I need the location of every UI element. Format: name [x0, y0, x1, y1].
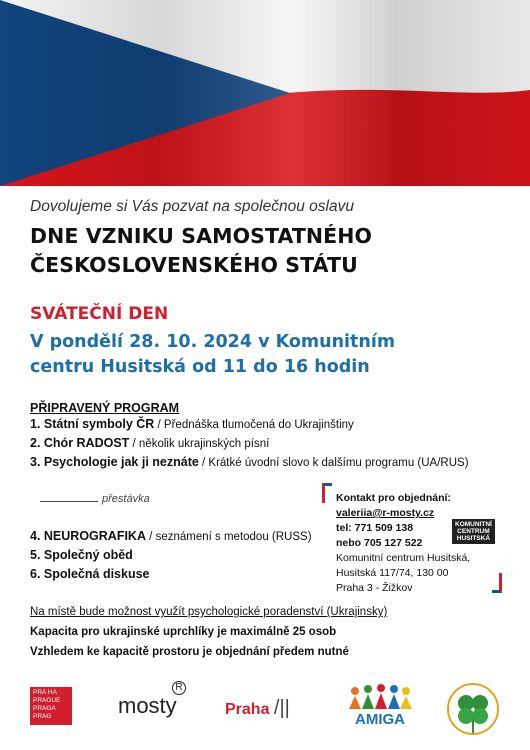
invitation-intro: Dovolujeme si Vás pozvat na společnou oslavu: [30, 198, 354, 215]
program-heading: PŘIPRAVENÝ PROGRAM: [30, 401, 180, 415]
program-item: [30, 567, 150, 581]
psych-note: Na místě bude možnost využít psychologické poradenství (Ukrajinsky): [30, 606, 388, 618]
contact-phone-2[interactable]: nebo 705 127 522: [336, 537, 423, 549]
contact-address-2: Husitská 117/74, 130 00: [336, 567, 449, 579]
program-item-desc: / Přednáška tlumočená do Ukrajinštiny: [154, 419, 354, 431]
czech-flag-banner: [0, 0, 530, 186]
program-item: [30, 417, 354, 431]
badge-line: CENTRUM: [457, 528, 490, 535]
contact-box: [322, 483, 502, 593]
event-date-place: [30, 330, 395, 380]
praha-city-logo: [225, 697, 290, 720]
pause-label: přestávka: [102, 493, 150, 505]
program-item-title: 4. NEUROGRAFIKA: [30, 529, 146, 543]
pause-row: [40, 493, 150, 505]
badge-line: HUSITSKÁ: [456, 535, 491, 542]
praha-logo-line: PRAGUE: [33, 697, 61, 704]
headline-line-2: ČESKOSLOVENSKÉHO STÁTU: [30, 253, 358, 277]
headline-line-1: DNE VZNIKU SAMOSTATNÉHO: [30, 224, 373, 248]
program-item: [30, 455, 469, 469]
contact-address-3: Praha 3 - Žižkov: [336, 582, 413, 594]
praha-logo-line: PRA HA: [33, 689, 57, 696]
praha-logo-line: PRAGA: [33, 705, 56, 712]
amiga-logo-text: AMIGA: [355, 711, 405, 728]
program-item: [30, 529, 312, 543]
praha-city-logo-text: Praha: [225, 701, 270, 718]
program-item-desc: / seznámení s metodou (RUSS): [145, 531, 312, 543]
program-item-title: 3. Psychologie jak ji neznáte: [30, 455, 199, 469]
date-line-1: V pondělí 28. 10. 2024 v Komunitním: [30, 332, 396, 352]
corner-bracket-bottom-right: [492, 573, 502, 593]
program-item-title: 6. Společná diskuse: [30, 567, 150, 581]
contact-address-1: Komunitní centrum Husitská,: [336, 552, 471, 564]
program-item-title: 2. Chór RADOST: [30, 436, 130, 450]
booking-note: Vzhledem ke kapacitě prostoru je objednání předem nutné: [30, 646, 349, 658]
praha-bars-icon: /||: [273, 697, 290, 719]
vita-melior-logo: [446, 679, 500, 739]
partner-logos: [0, 675, 530, 750]
praha-logo: [30, 687, 72, 725]
event-headline: [30, 222, 372, 280]
badge-line: KOMUNITNÍ: [455, 521, 492, 528]
program-item: [30, 436, 269, 450]
program-item-desc: / několik ukrajinských písní: [129, 438, 270, 450]
contact-heading: Kontakt pro objednání:: [336, 492, 451, 504]
contact-phone-1[interactable]: tel: 771 509 138: [336, 522, 414, 534]
amiga-people-icon: [345, 683, 415, 713]
program-item-title: 1. Státní symboly ČR: [30, 417, 155, 431]
holiday-label: SVÁTEČNÍ DEN: [30, 304, 169, 324]
date-line-2: centru Husitská od 11 do 16 hodin: [30, 357, 370, 377]
amiga-logo: [345, 683, 415, 733]
clover-icon: [446, 679, 500, 739]
contact-email[interactable]: valeriia@r-mosty.cz: [336, 507, 435, 519]
corner-bracket-top-left: [322, 483, 332, 503]
mosty-logo: [118, 682, 183, 719]
mosty-logo-text: mosty: [118, 693, 177, 718]
program-item: [30, 548, 133, 562]
community-center-logo: [452, 519, 495, 544]
flag-graphic: [0, 0, 530, 186]
capacity-note: Kapacita pro ukrajinské uprchlíky je maximálně 25 osob: [30, 626, 337, 638]
pause-line: [40, 501, 98, 502]
registered-mark-icon: R: [172, 681, 186, 695]
program-item-desc: / Krátké úvodní slovo k dalšímu programu (UA/RUS): [198, 457, 469, 469]
program-item-title: 5. Společný oběd: [30, 548, 133, 562]
contact-details: [336, 491, 470, 596]
praha-logo-line: PRAG: [33, 713, 52, 720]
